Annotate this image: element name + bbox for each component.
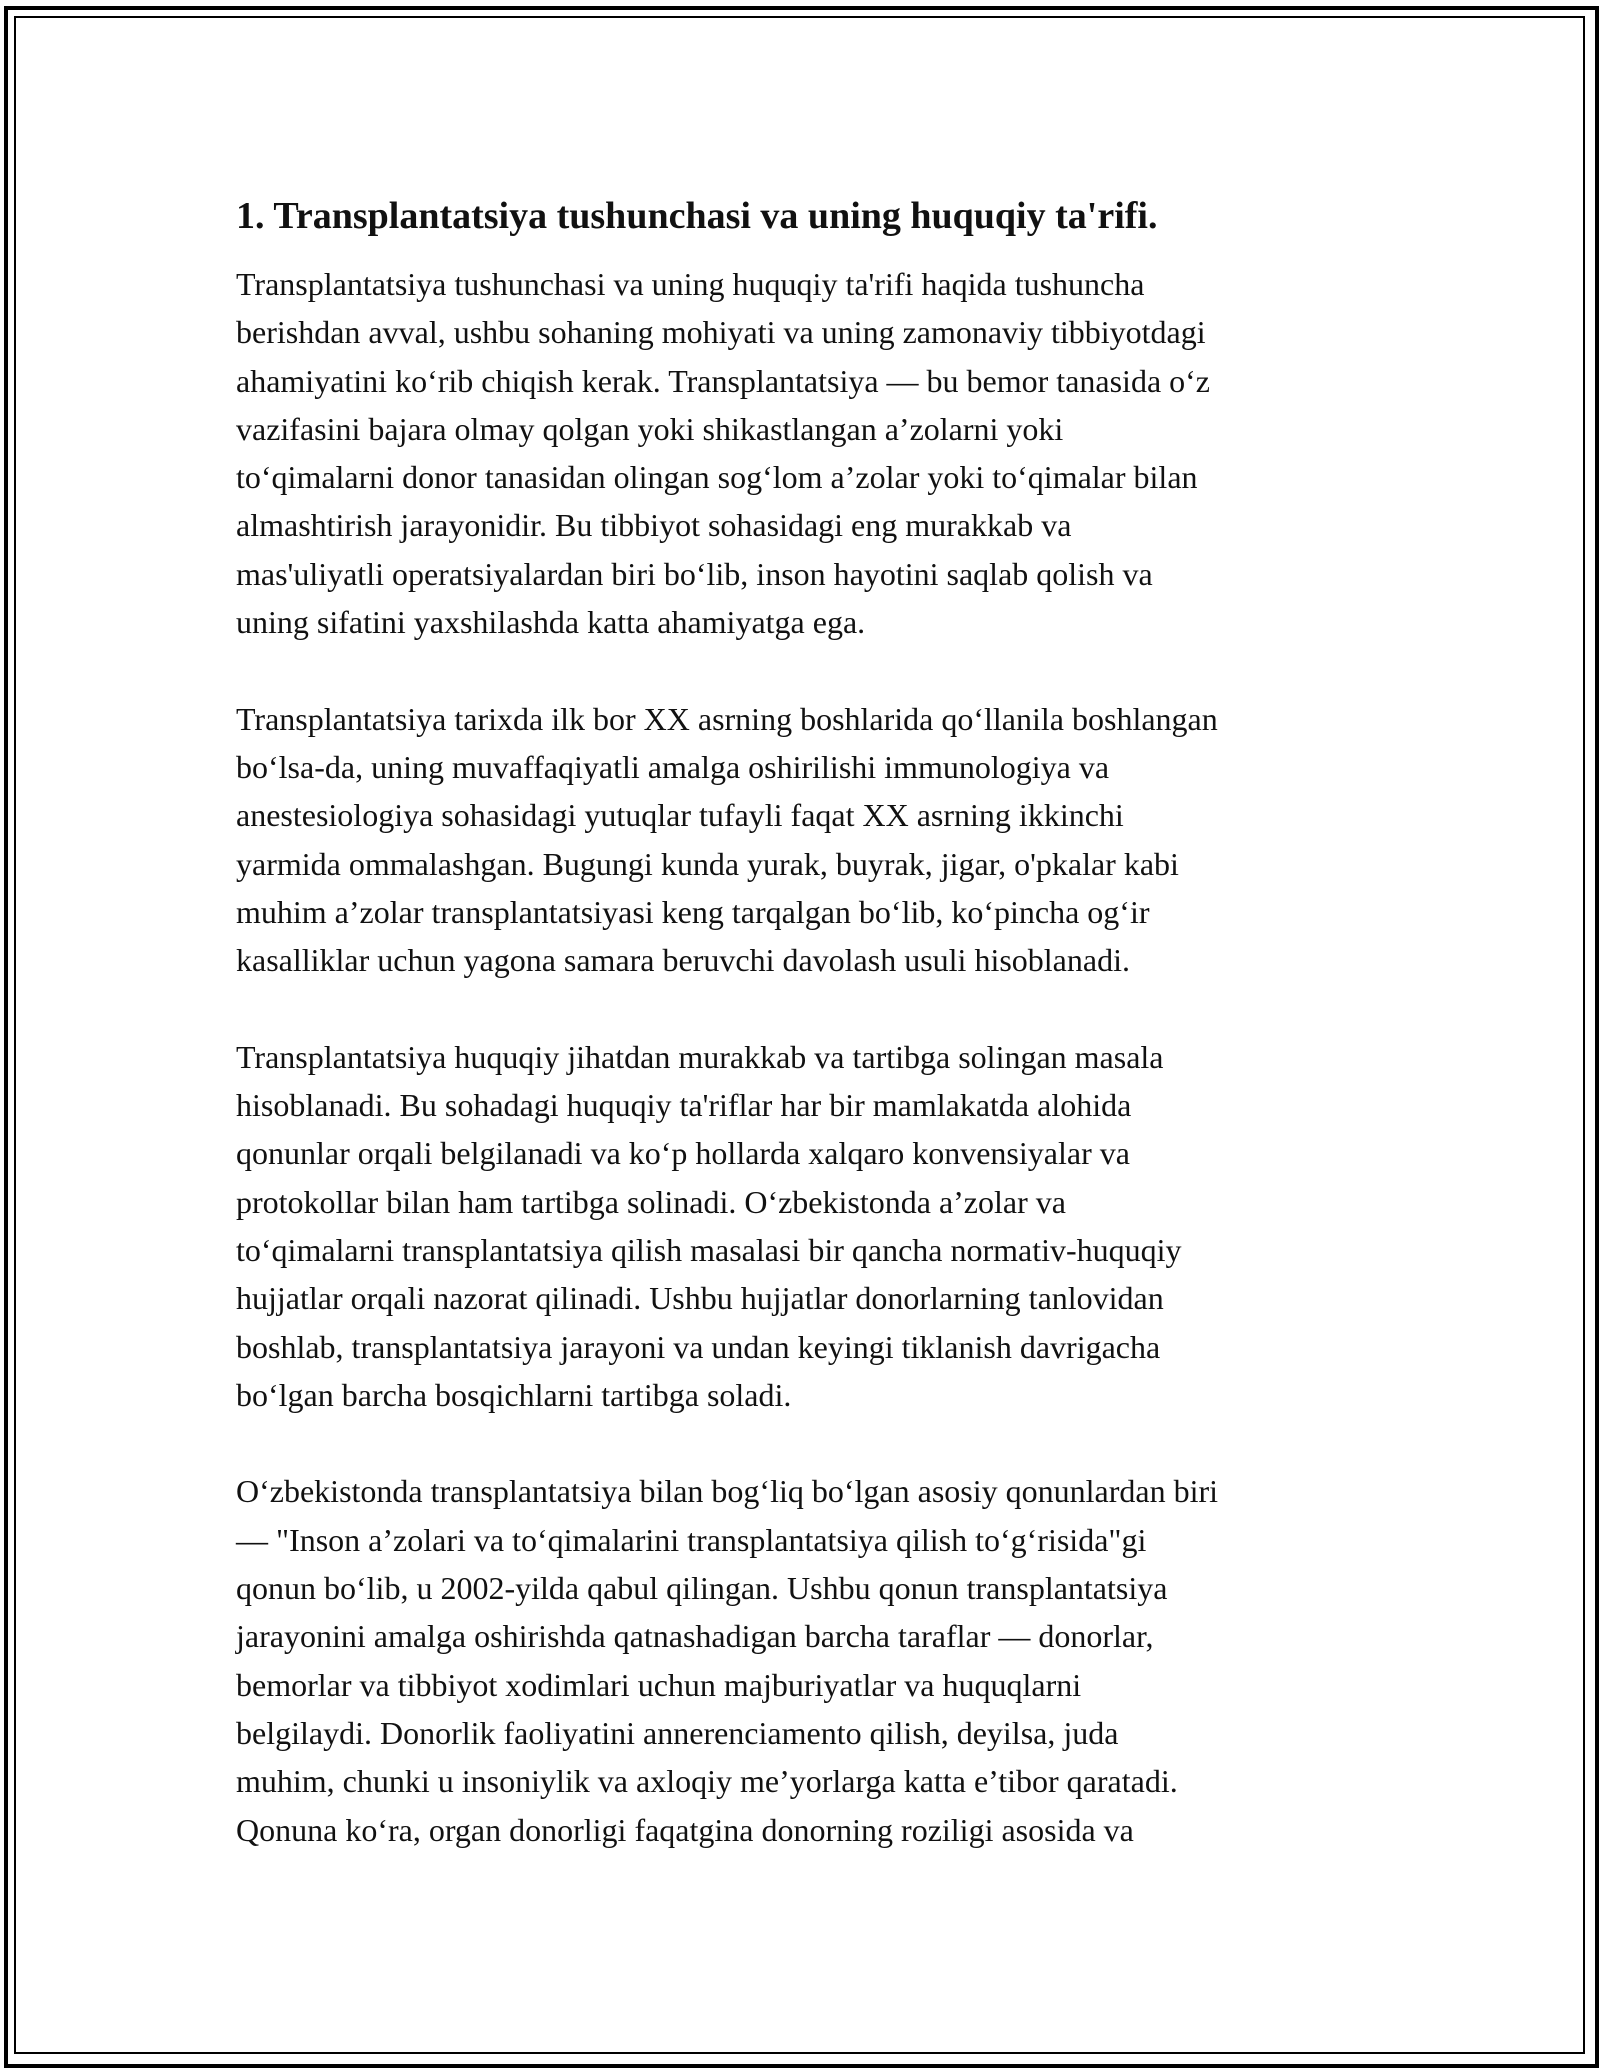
text-line: yarmida ommalashgan. Bugungi kunda yurak, buyrak, jigar, o'pkalar kabi: [236, 845, 1179, 882]
text-line: Transplantatsiya tarixda ilk bor XX asrning boshlarida qoʻllanila boshlangan: [236, 700, 1218, 737]
text-line: ahamiyatini koʻrib chiqish kerak. Transplantatsiya — bu bemor tanasida oʻz: [236, 362, 1210, 399]
text-line: kasalliklar uchun yagona samara beruvchi davolash usuli hisoblanadi.: [236, 942, 1130, 979]
document-body: [236, 186, 1376, 1854]
text-line: qonun boʻlib, u 2002-yilda qabul qilingan. Ushbu qonun transplantatsiya: [236, 1570, 1168, 1607]
text-line: boshlab, transplantatsiya jarayoni va undan keyingi tiklanish davrigacha: [236, 1328, 1161, 1365]
text-line: Oʻzbekistonda transplantatsiya bilan bogʻliq boʻlgan asosiy qonunlardan biri: [236, 1473, 1218, 1510]
text-line: jarayonini amalga oshirishda qatnashadigan barcha taraflar — donorlar,: [236, 1618, 1154, 1655]
text-line: hujjatlar orqali nazorat qilinadi. Ushbu hujjatlar donorlarning tanlovidan: [236, 1280, 1164, 1317]
text-line: Transplantatsiya tushunchasi va uning huquqiy ta'rifi haqida tushuncha: [236, 266, 1145, 302]
paragraph-1: [236, 260, 1376, 646]
text-line: boʻlgan barcha bosqichlarni tartibga soladi.: [236, 1376, 792, 1413]
text-line: hisoblanadi. Bu sohadagi huquqiy ta'riflar har bir mamlakatda alohida: [236, 1087, 1132, 1124]
text-line: mas'uliyatli operatsiyalardan biri boʻlib, inson hayotini saqlab qolish va: [236, 555, 1153, 592]
text-line: Transplantatsiya huquqiy jihatdan murakkab va tartibga solingan masala: [236, 1038, 1164, 1075]
text-line: boʻlsa-da, uning muvaffaqiyatli amalga oshirilishi immunologiya va: [236, 748, 1110, 785]
text-line: protokollar bilan ham tartibga solinadi. Oʻzbekistonda a’zolar va: [236, 1183, 1066, 1220]
text-line: — "Inson a’zolari va toʻqimalarini transplantatsiya qilish toʻgʻrisida"gi: [236, 1521, 1147, 1558]
text-line: belgilaydi. Donorlik faoliyatini annerenciamento qilish, deyilsa, juda: [236, 1714, 1119, 1751]
text-line: bemorlar va tibbiyot xodimlari uchun majburiyatlar va huquqlarni: [236, 1666, 1082, 1703]
paragraph-4: [236, 1467, 1376, 1853]
text-line: toʻqimalarni donor tanasidan olingan sogʻlom a’zolar yoki toʻqimalar bilan: [236, 459, 1198, 496]
text-line: berishdan avval, ushbu sohaning mohiyati va uning zamonaviy tibbiyotdagi: [236, 314, 1206, 351]
text-line: muhim a’zolar transplantatsiyasi keng tarqalgan boʻlib, koʻpincha ogʻir: [236, 893, 1150, 930]
text-line: qonunlar orqali belgilanadi va koʻp hollarda xalqaro konvensiyalar va: [236, 1135, 1130, 1172]
text-line: anestesiologiya sohasidagi yutuqlar tufayli faqat XX asrning ikkinchi: [236, 797, 1124, 834]
text-line: almashtirish jarayonidir. Bu tibbiyot sohasidagi eng murakkab va: [236, 507, 1072, 544]
section-heading: 1. Transplantatsiya tushunchasi va uning huquqiy ta'rifi.: [236, 195, 1158, 237]
paragraph-2: [236, 695, 1376, 985]
text-line: muhim, chunki u insoniylik va axloqiy me’yorlarga katta e’tibor qaratadi.: [236, 1763, 1178, 1800]
text-line: Qonuna koʻra, organ donorligi faqatgina donorning roziligi asosida va: [236, 1811, 1134, 1848]
paragraph-3: [236, 1033, 1376, 1419]
text-line: toʻqimalarni transplantatsiya qilish masalasi bir qancha normativ-huquqiy: [236, 1231, 1182, 1268]
text-line: uning sifatini yaxshilashda katta ahamiyatga ega.: [236, 604, 866, 641]
text-line: vazifasini bajara olmay qolgan yoki shikastlangan a’zolarni yoki: [236, 410, 1064, 447]
